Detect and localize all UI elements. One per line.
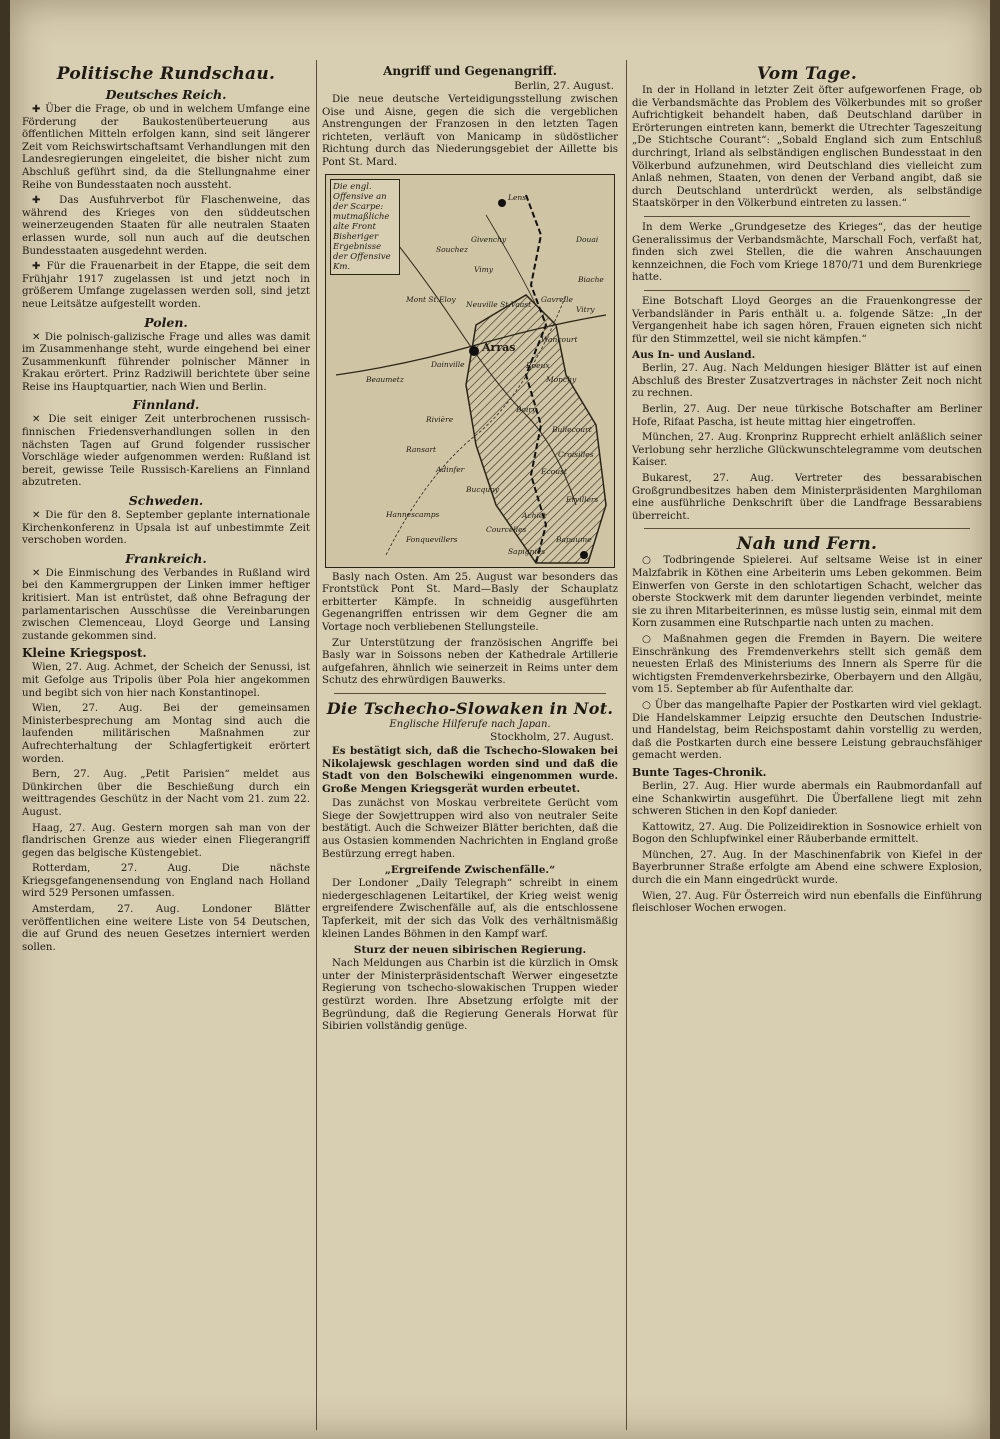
map-place-label: Beaumetz	[366, 374, 404, 384]
news-item: Wien, 27. Aug. Achmet, der Scheich der Senussi, ist mit Gefolge aus Tripolis über Pola hier angekommen und begibt sich von hier nach Konstantinopel.	[22, 662, 310, 699]
dateline: Berlin, 27. August.	[514, 80, 614, 92]
column-rule	[626, 60, 627, 1430]
dateline: Stockholm, 27. August.	[490, 730, 614, 743]
news-item: Bukarest, 27. Aug. Vertreter des bessarabischen Großgrundbesitzes haben dem Ministerpräsidenten Marghiloman eine ausführliche Denkschrift über die Landfrage Bessarabiens überreicht.	[632, 473, 982, 522]
subsection-title: Schweden.	[128, 493, 204, 509]
map-place-label: Biache	[578, 274, 604, 284]
section-title: Politische Rundschau.	[56, 64, 276, 84]
news-item: Berlin, 27. Aug. Hier wurde abermals ein Raubmordanfall auf eine Schankwirtin ausgeführt. Die Überfallene liegt mit zehn schweren Stichen in den Kopf danieder.	[632, 780, 982, 818]
news-item: Berlin, 27. Aug. Nach Meldungen hiesiger Blätter ist auf einen Abschluß des Brester Zusatzvertrages in nächster Zeit noch nicht zu rechnen.	[632, 363, 982, 400]
news-item: Rotterdam, 27. Aug. Die nächste Kriegsgefangenensendung von England nach Holland wird 529 Personen umfassen.	[22, 863, 310, 900]
legend-scale: Km.	[333, 261, 351, 272]
map-place-label: Courcelles	[486, 524, 527, 534]
legend-entry: mutmaßliche alte Front	[333, 211, 390, 232]
map-place-label: Ecoust	[541, 466, 567, 476]
article-lead: Es bestätigt sich, daß die Tschecho-Slowaken bei Nikolajewsk geschlagen worden sind und daß die Stadt von den Bolschewiki eingenommen wurde. Große Mengen Kriegsgerät wurden erbeutet.	[322, 744, 618, 795]
news-item: ○ Über das mangelhafte Papier der Postkarten wird viel geklagt. Die Handelskammer Leipzig ersuchte den Deutschen Industrie- und Handelstag, beim Reichspostamt dahin vorstellig zu werden, daß die Postkarten durch eine bessere Leistung gebrauchsfähiger gemacht werden.	[632, 699, 982, 762]
subsection-title: Bunte Tages-Chronik.	[632, 765, 767, 779]
map-place-label: Adinfer	[436, 464, 465, 474]
divider	[644, 528, 970, 529]
map-place-label: Bucquoy	[466, 484, 499, 494]
map-place-label: Vimy	[474, 264, 494, 274]
article-paragraph: Die neue deutsche Verteidigungsstellung zwischen Oise und Aisne, gegen die sich die vergeblichen Anstrengungen der Franzosen in den letzten Tagen richteten, verläuft von Manicamp in südöstlicher Richtung durch das Niederungsgebiet der Aillette bis Pont St. Mard.	[322, 94, 618, 168]
map-place-label: Fonquevillers	[406, 534, 458, 544]
article-paragraph: ✕ Die seit einiger Zeit unterbrochenen russisch-finnischen Friedensverhandlungen sollen in den nächsten Tagen auf Grund folgender russischer Vorschläge wieder aufgenommen werden: Rußland ist bereit, gewisse Teile Russisch-Kareliens an Finnland abzutreten.	[22, 414, 310, 489]
section-title: Nah und Fern.	[736, 534, 878, 555]
article-paragraph: ✚ Für die Frauenarbeit in der Etappe, die seit dem Frühjahr 1917 zugelassen ist und jetzt noch in größerem Umfange zugelassen werden soll, sind jetzt neue Leitsätze aufgestellt worden.	[22, 261, 310, 310]
article-paragraph: ✚ Das Ausfuhrverbot für Flaschenweine, das während des Krieges von den süddeutschen weinerzeugenden Staaten für alle neutralen Staaten erlassen wurde, soll nun auch auf die deutschen Bundesstaaten ausgedehnt werden.	[22, 195, 310, 257]
news-item: Wien, 27. Aug. Für Österreich wird nun ebenfalls die Einführung fleischloser Wochen erwogen.	[632, 890, 982, 915]
map-city-label: Arras	[482, 340, 516, 354]
map-place-label: Roeux	[526, 360, 550, 370]
subsection-title: Deutsches Reich.	[105, 87, 227, 102]
article-paragraph: In der in Holland in letzter Zeit öfter aufgeworfenen Frage, ob die Verbandsmächte das Problem des Völkerbundes mit so großer Aufrichtigkeit behandelt haben, daß Deutschland darüber in Erörterungen eintreten kann, bemerkt die Utrechter Tageszeitung „De Stichtsche Courant“: „Sobald England sich zum Entschluß durchringt, Irland als selbständigen englischen Bundesstaat in den Völkerbund aufzunehmen, wird Deutschland dies vielleicht zum Anlaß nehmen, Staaten, von denen der Verband angibt, daß sie durch Deutschland unterdrückt werden, als selbständige Staatskörper in den Völkerbund eintreten zu lassen.“	[632, 85, 982, 210]
map-place-label: Ransart	[406, 444, 437, 454]
map-place-label: Ervillers	[566, 494, 599, 504]
article-paragraph: ✕ Die für den 8. September geplante internationale Kirchenkonferenz in Upsala ist auf unbestimmte Zeit verschoben worden.	[22, 510, 310, 547]
map-place-label: Mont St.Eloy	[406, 294, 456, 304]
map-place-label: Achiet	[522, 510, 547, 520]
column-angriff	[322, 62, 618, 1430]
article-subhead: Sturz der neuen sibirischen Regierung.	[353, 944, 587, 957]
news-item: Kattowitz, 27. Aug. Die Polizeidirektion in Sosnowice erhielt von Bogon den Schlupfwinkel einer Räuberbande ermittelt.	[632, 821, 982, 846]
article-paragraph: Zur Unterstützung der französischen Angriffe bei Basly war in Soissons neben der Kathedrale Artillerie aufgefahren, ähnlich wie seinerzeit in Reims unter dem Schutz des ehrwürdigen Bauwerks.	[322, 637, 618, 687]
news-item: ○ Todbringende Spielerei. Auf seltsame Weise ist in einer Malzfabrik in Köthen eine Arbeiterin ums Leben gekommen. Beim Einwerfen von Gerste in den schlotartigen Schacht, welcher das oberste Stockwerk mit dem darunter liegenden verbindet, meinte sie zu ihren Mitarbeiterinnen, es müsse lustig sein, einmal mit dem Korn zusammen eine Rutschpartie nach unten zu machen.	[632, 555, 982, 630]
column-rule	[316, 60, 317, 1430]
news-item: Amsterdam, 27. Aug. Londoner Blätter veröffentlichen eine weitere Liste von 54 Deutschen, die auf Grund des neuen Gesetzes interniert werden sollen.	[22, 904, 310, 953]
article-title: Die Tschecho-Slowaken in Not.	[326, 698, 614, 718]
front-map	[325, 174, 615, 568]
article-paragraph: Eine Botschaft Lloyd Georges an die Frauenkongresse der Verbandsländer in Paris enthält u. a. folgende Sätze: „In der Vergangenheit habe ich sagen hören, Frauen eigneten sich nicht für den Stimmzettel, weil sie nicht kämpfen.“	[632, 295, 982, 345]
newspaper-page	[10, 0, 990, 1439]
article-title: Angriff und Gegenangriff.	[383, 64, 557, 78]
map-legend	[330, 179, 400, 275]
article-subhead: „Ergreifende Zwischenfälle.“	[384, 864, 556, 877]
map-place-label: Bapaume	[556, 534, 592, 544]
map-place-label: Monchy	[546, 374, 577, 384]
news-item: München, 27. Aug. In der Maschinenfabrik von Kiefel in der Bayerbrunner Straße erfolgte am Abend eine schwere Explosion, durch die ein Mann eingedrückt wurde.	[632, 849, 982, 887]
section-title: Vom Tage.	[756, 64, 858, 84]
subsection-title: Finnland.	[132, 397, 200, 413]
page-edge-left	[0, 0, 10, 1439]
article-paragraph: Nach Meldungen aus Charbin ist die kürzlich in Omsk unter der Ministerpräsidentschaft Werwer eingesetzte Regierung von tschecho-slowakischen Truppen wieder gestürzt worden. Ihre Absetzung erfolgte mit der Begründung, daß die Regierung Generals Horwat für Sibirien vollständig genüge.	[322, 958, 618, 1033]
road-line	[486, 215, 536, 305]
map-place-label: Hannescamps	[386, 509, 440, 519]
article-paragraph: ✕ Die polnisch-galizische Frage und alles was damit im Zusammenhange steht, wurde eingehend bei einer Zusammenkunft führender polnischer Männer in Krakau erörtert. Prinz Radziwill berichtete über seine Reise ins Hauptquartier, nach Wien und Berlin.	[22, 331, 310, 393]
news-item: ○ Maßnahmen gegen die Fremden in Bayern. Die weitere Einschränkung des Fremdenverkehrs stellt sich gemäß dem neuesten Erlaß des Ministeriums des Innern als Sperre für die wichtigsten Fremdenverkehrsbezirke, Oberbayern und den Allgäu, vom 15. September ab für Aufenthalte dar.	[632, 633, 982, 696]
article-paragraph: Das zunächst von Moskau verbreitete Gerücht vom Siege der Sowjettruppen wird also von neutraler Seite bestätigt. Auch die Schweizer Blätter berichten, daß die aus Ostasien kommenden Nachrichten in England große Bestürzung erregt haben.	[322, 798, 618, 860]
subsection-title: Frankreich.	[125, 550, 207, 566]
city-dot	[580, 551, 588, 559]
map-place-label: Boiry	[516, 404, 537, 414]
article-paragraph: In dem Werke „Grundgesetze des Krieges“, das der heutige Generalissimus der Verbandsmächte, Marschall Foch, verfaßt hat, finden sich zwei Stellen, die die wahren Anschauungen kennzeichnen, die Foch vom Kriege 1870/71 und dem Burenkriege hatte.	[632, 221, 982, 284]
article-paragraph: Basly nach Osten. Am 25. August war besonders das Frontstück Pont St. Mard—Basly der Schauplatz erbitterter Kämpfe. In schneidig ausgeführten Gegenangriffen entrissen wir dem Gegner die am Vortage noch verbliebenen Stellungsteile.	[322, 571, 618, 633]
column-politische-rundschau	[22, 62, 310, 1430]
news-item: Wien, 27. Aug. Bei der gemeinsamen Ministerbesprechung am Montag sind auch die laufenden militärischen Maßnahmen zur Aufrechterhaltung der Schlagfertigkeit erörtert worden.	[22, 703, 310, 765]
map-place-label: Bullecourt	[552, 424, 592, 434]
city-dot	[498, 199, 506, 207]
news-item: Haag, 27. Aug. Gestern morgen sah man von der flandrischen Grenze aus wieder einen Fliegerangriff gegen das belgische Küstengebiet.	[22, 822, 310, 859]
article-paragraph: ✕ Die Einmischung des Verbandes in Rußland wird bei den Kammergruppen der Linken immer heftiger kritisiert. Man ist entrüstet, daß ohne Befragung der parlamentarischen Ausschüsse die Vereinbarungen zwischen Clemenceau, Lloyd George und Lansing zustande gekommen sind.	[22, 567, 310, 642]
news-item: Bern, 27. Aug. „Petit Parisien“ meldet aus Dünkirchen über die Beschießung durch ein weittragendes Geschütz in der Nacht vom 21. zum 22. August.	[22, 769, 310, 818]
column-vom-tage	[632, 62, 982, 1430]
map-place-label: Dainville	[431, 359, 465, 369]
map-place-label: Givenchy	[471, 234, 507, 244]
map-place-label: Sapignies	[508, 546, 546, 556]
article-paragraph: ✚ Über die Frage, ob und in welchem Umfange eine Förderung der Baukostenüberteuerung aus öffentlichen Mitteln erfolgen kann, sind seit längerer Zeit vom Reichswirtschaftsamt Verhandlungen mit den Landesregierungen eingeleitet, die bisher nicht zum Abschluß geführt sind, da die Stellungnahme einer Reihe von Bundesstaaten noch aussteht.	[22, 104, 310, 191]
subsection-title: Aus In- und Ausland.	[632, 349, 756, 362]
divider	[334, 693, 606, 694]
map-place-label: Gavrelle	[541, 294, 573, 304]
legend-title: Die engl. Offensive an der Scarpe:	[333, 181, 387, 212]
subsection-title: Kleine Kriegspost.	[22, 646, 147, 661]
article-paragraph: Der Londoner „Daily Telegraph“ schreibt in einem niedergeschlagenen Leitartikel, der Krieg weist wenig ergreifendere Zwischenfälle auf, als die entschlossene Tapferkeit, mit der sich das Volk des verhältnismäßig kleinen Landes Böhmen in den Kampf warf.	[322, 878, 618, 940]
map-place-label: Lens	[508, 192, 527, 202]
map-place-label: Vitry	[576, 304, 595, 314]
map-place-label: Douai	[576, 234, 599, 244]
news-item: Berlin, 27. Aug. Der neue türkische Botschafter am Berliner Hofe, Rifaat Pascha, ist heute mittag hier eingetroffen.	[632, 404, 982, 428]
page-edge-right	[990, 0, 1000, 1439]
map-place-label: Neuville St.Vaast	[466, 299, 532, 309]
subsection-title: Polen.	[144, 314, 188, 330]
city-dot	[469, 346, 479, 356]
article-kicker: Englische Hilferufe nach Japan.	[389, 718, 551, 730]
news-item: München, 27. Aug. Kronprinz Rupprecht erhielt anläßlich seiner Verlobung sehr herzliche Glückwunschtelegramme vom deutschen Kaiser.	[632, 432, 982, 469]
map-place-label: Souchez	[436, 244, 468, 254]
map-place-label: Wancourt	[541, 334, 578, 344]
divider	[644, 290, 970, 291]
map-place-label: Croisilles	[558, 449, 594, 459]
divider	[644, 216, 970, 217]
map-place-label: Rivière	[426, 414, 454, 424]
legend-entry: Bisheriger Ergebnisse der Offensive	[333, 231, 391, 262]
